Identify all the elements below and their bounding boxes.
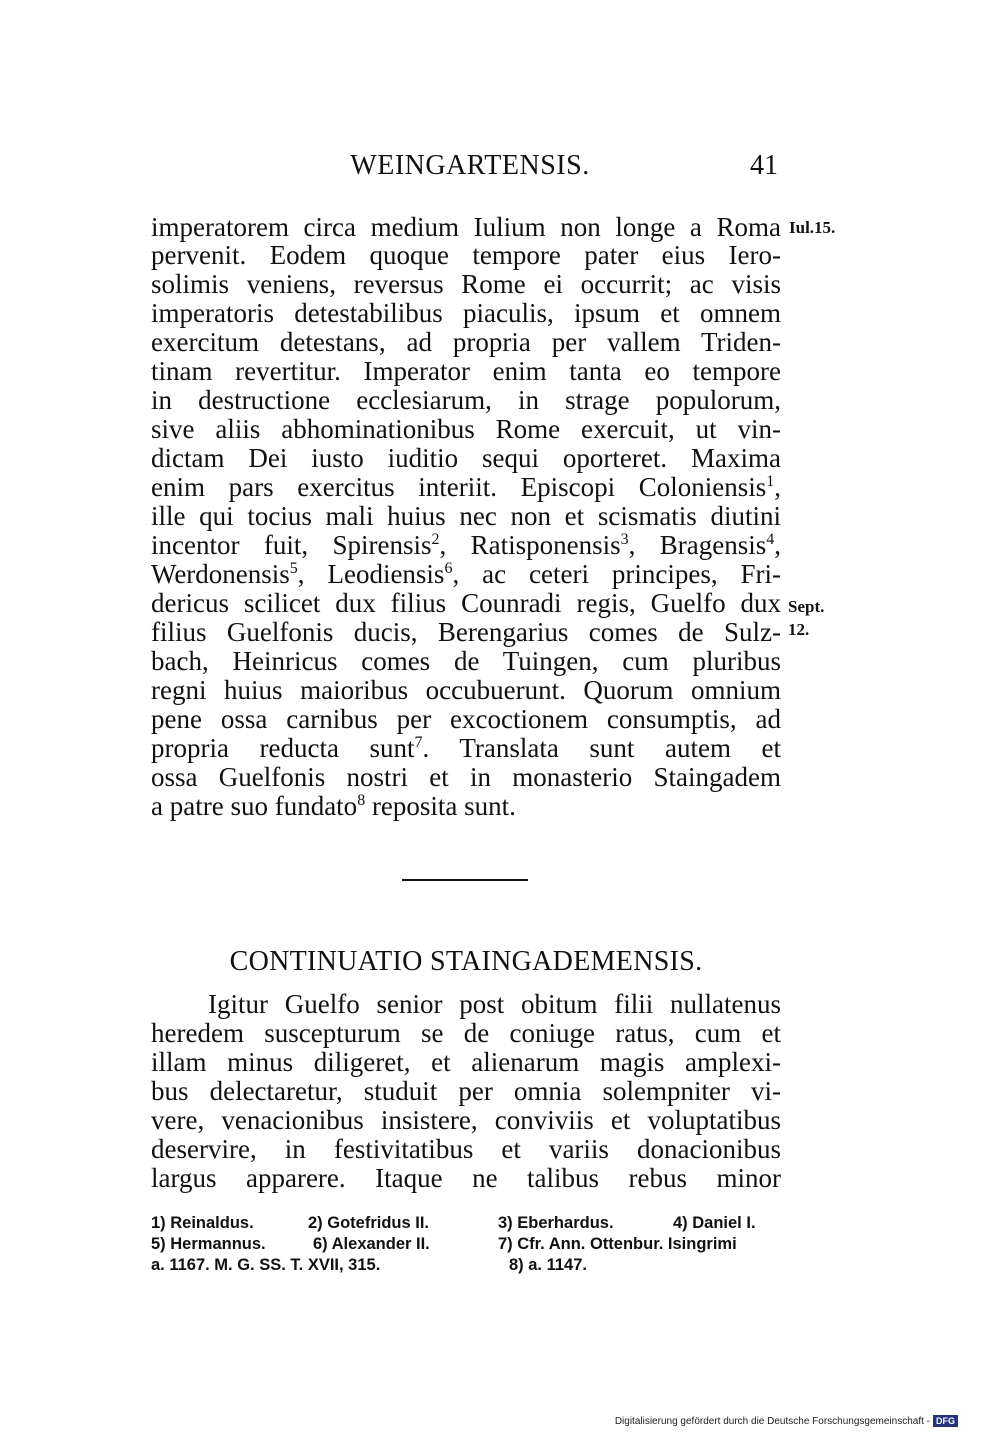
footnote: 1) Reinaldus. — [151, 1214, 254, 1232]
text-line: vere, venacionibus insistere, conviviis et voluptatibus — [151, 1105, 781, 1135]
text-line: solimis veniens, reversus Rome ei occurrit; ac visis — [151, 269, 781, 299]
text-run: , Ratisponensis — [439, 530, 621, 560]
text-run: , Leodiensis — [297, 559, 445, 589]
text-line: heredem suscepturum se de coniuge ratus, cum et — [151, 1018, 781, 1048]
text-line: regni huius maioribus occubuerunt. Quorum omnium — [151, 675, 781, 705]
footnote-ref: 2 — [431, 531, 440, 548]
text-run: , ac ceteri principes, Fri- — [452, 559, 781, 589]
text-line: pervenit. Eodem quoque tempore pater eius Iero- — [151, 240, 781, 270]
text-run: a patre suo fundato — [151, 791, 358, 821]
text-line: incentor fuit, Spirensis$^2$, Ratisponensis$^3$, Bragensis$^4$, — [151, 530, 781, 560]
dfg-logo: DFG — [933, 1415, 958, 1427]
credit-text: Digitalisierung gefördert durch die Deutsche Forschungsgemeinschaft - — [614, 1416, 930, 1427]
text-line — [151, 560, 781, 589]
footnote-ref: 3 — [620, 531, 629, 548]
footnote-ref: 8 — [357, 792, 366, 809]
text-run: enim pars exercitus interiit. Episcopi Coloniensis — [151, 472, 767, 502]
text-line: illam minus diligeret, et alienarum magis amplexi- — [151, 1047, 781, 1077]
text-line — [151, 792, 781, 821]
footnote-ref: 6 — [444, 560, 453, 577]
text-line: bach, Heinricus comes de Tuingen, cum pluribus — [151, 646, 781, 676]
footnote-ref: 1 — [766, 473, 775, 490]
footnote: 5) Hermannus. — [151, 1235, 266, 1253]
footnote-ref: 7 — [414, 734, 423, 751]
text-line: largus apparere. Itaque ne talibus rebus minor — [151, 1163, 781, 1193]
text-run: . Translata sunt autem et — [422, 733, 781, 763]
margin-note-12: 12. — [788, 620, 810, 639]
text-run: , Bragensis — [628, 530, 767, 560]
text-run: Werdonensis — [151, 559, 290, 589]
footnote: 8) a. 1147. — [509, 1256, 587, 1274]
section-divider — [402, 879, 528, 881]
text-line: pene ossa carnibus per excoctionem consumptis, ad — [151, 704, 781, 734]
footnote: 7) Cfr. Ann. Ottenbur. Isingrimi — [498, 1235, 737, 1253]
footnote: 4) Daniel I. — [673, 1214, 756, 1232]
text-line: enim pars exercitus interiit. Episcopi Coloniensis$^1$, — [151, 472, 781, 502]
running-title: WEINGARTENSIS. — [350, 150, 590, 181]
footnote: 3) Eberhardus. — [498, 1214, 614, 1232]
text-line: dericus scilicet dux filius Counradi regis, Guelfo dux — [151, 588, 781, 618]
text-line: dictam Dei iusto iuditio sequi oporteret. Maxima — [151, 443, 781, 473]
margin-note-sept: Sept. — [788, 597, 825, 616]
text-run: propria reducta sunt — [151, 733, 415, 763]
text-line: imperatorem circa medium Iulium non longe a Roma — [151, 212, 781, 242]
footnote: 6) Alexander II. — [313, 1235, 430, 1253]
footnote: a. 1167. M. G. SS. T. XVII, 315. — [151, 1256, 381, 1274]
text-line — [151, 734, 781, 763]
text-line: Igitur Guelfo senior post obitum filii nullatenus — [208, 989, 781, 1019]
text-line: ille qui tocius mali huius nec non et scismatis diutini — [151, 501, 781, 531]
page-number: 41 — [750, 150, 778, 181]
text-line: exercitum detestans, ad propria per vallem Triden- — [151, 327, 781, 357]
text-run: incentor fuit, Spirensis — [151, 530, 432, 560]
footnote-ref: 5 — [289, 560, 298, 577]
digitization-credit — [615, 1415, 958, 1427]
margin-note-jul15: Iul.15. — [789, 218, 836, 237]
text-line: tinam revertitur. Imperator enim tanta eo tempore — [151, 356, 781, 386]
text-line: deservire, in festivitatibus et variis donacionibus — [151, 1134, 781, 1164]
section-heading: CONTINUATIO STAINGADEMENSIS. — [229, 946, 703, 977]
footnote-ref: 4 — [766, 531, 775, 548]
text-run: reposita sunt. — [365, 791, 516, 821]
text-line: in destructione ecclesiarum, in strage populorum, — [151, 385, 781, 415]
text-line: sive aliis abhominationibus Rome exercuit, ut vin- — [151, 414, 781, 444]
text-line: ossa Guelfonis nostri et in monasterio Staingadem — [151, 762, 781, 792]
footnote: 2) Gotefridus II. — [308, 1214, 430, 1232]
text-line: filius Guelfonis ducis, Berengarius comes de Sulz- — [151, 617, 781, 647]
text-line: bus delectaretur, studuit per omnia solempniter vi- — [151, 1076, 781, 1106]
text-line: imperatoris detestabilibus piaculis, ipsum et omnem — [151, 298, 781, 328]
